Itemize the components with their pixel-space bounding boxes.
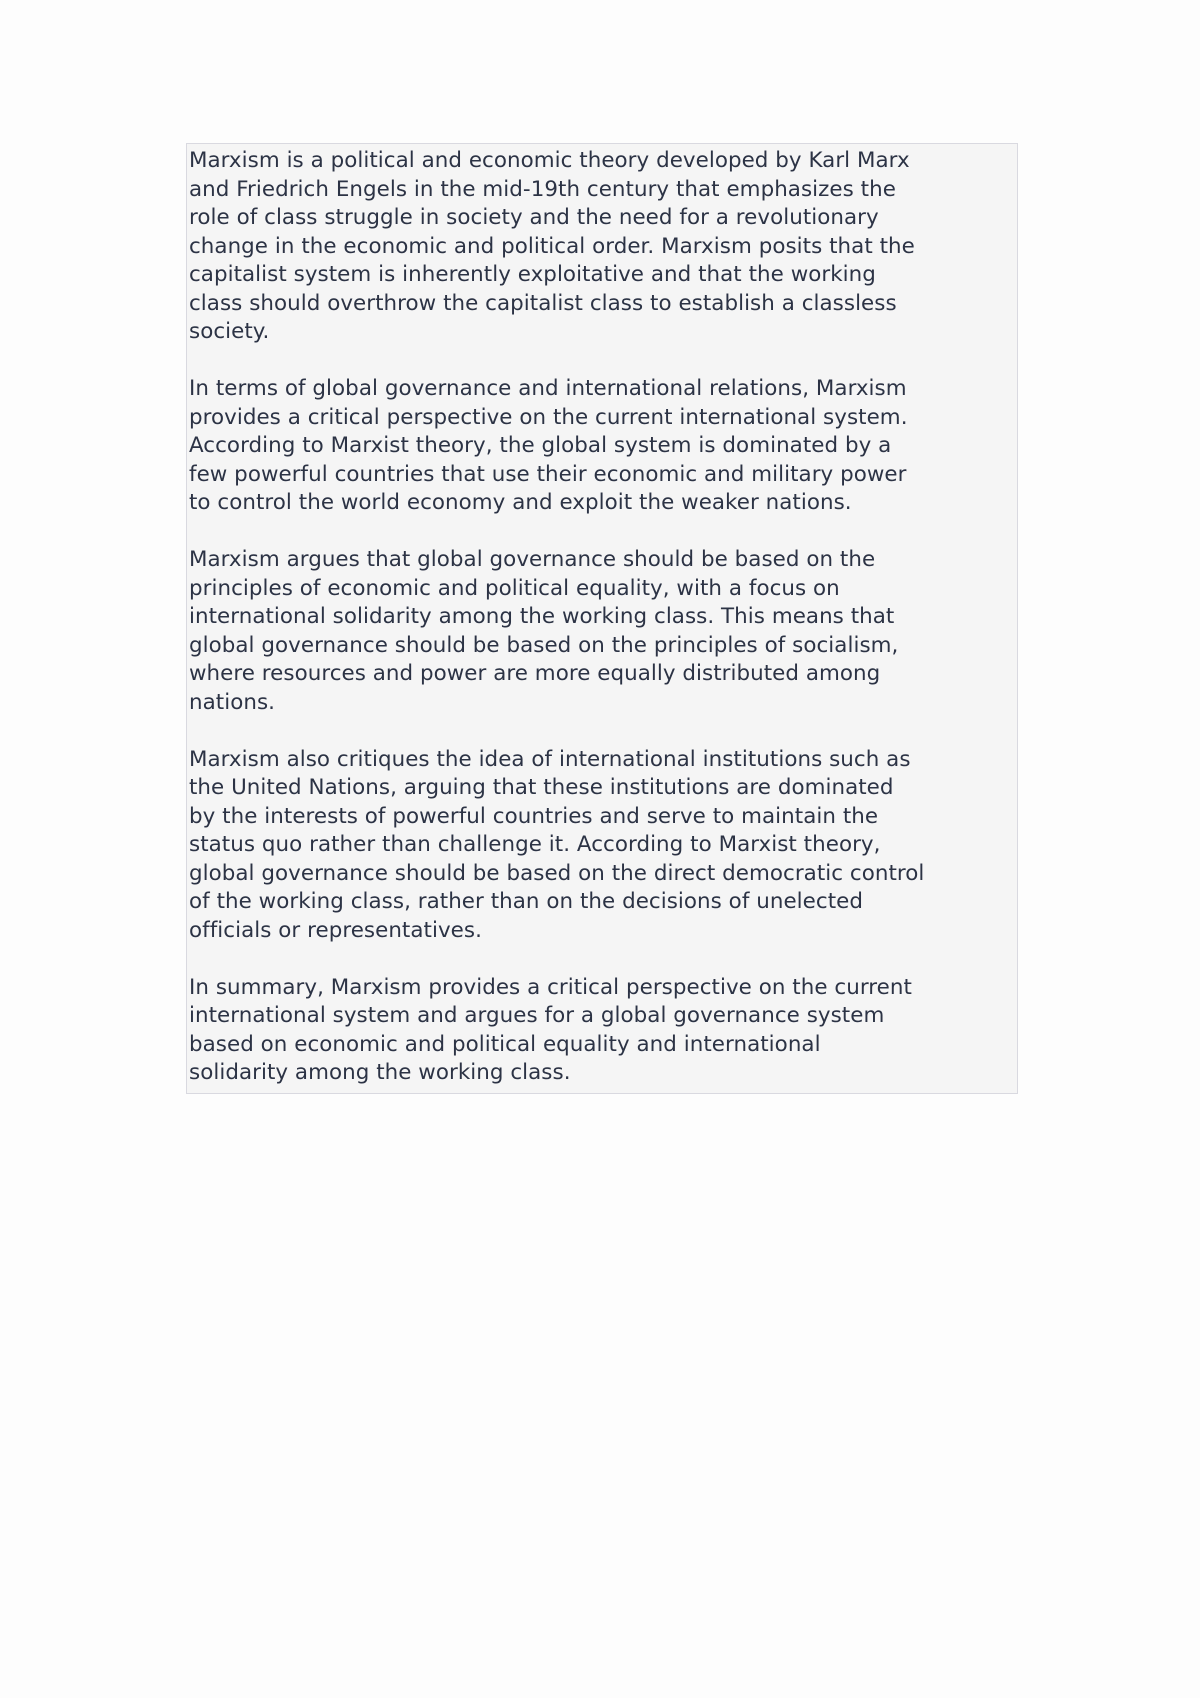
text-line: global governance should be based on the principles of socialism,	[189, 632, 899, 658]
text-line: few powerful countries that use their economic and military power	[189, 461, 907, 487]
paragraph-4	[189, 746, 1017, 946]
text-line: change in the economic and political order. Marxism posits that the	[189, 233, 915, 259]
text-line: In terms of global governance and international relations, Marxism	[189, 376, 907, 401]
text-line: based on economic and political equality and international	[189, 1031, 821, 1057]
text-line: status quo rather than challenge it. According to Marxist theory,	[189, 832, 881, 857]
paragraph-3	[189, 546, 1017, 717]
text-line: Marxism is a political and economic theory developed by Karl Marx	[189, 148, 910, 173]
text-line: global governance should be based on the direct democratic control	[189, 860, 925, 886]
text-line: principles of economic and political equality, with a focus on	[189, 575, 840, 601]
text-block	[186, 143, 1018, 1094]
text-line: where resources and power are more equally distributed among	[189, 661, 881, 686]
text-line: nations.	[189, 689, 275, 715]
text-line: international system and argues for a global governance system	[189, 1003, 885, 1028]
text-line: society.	[189, 319, 270, 344]
text-line: to control the world economy and exploit the weaker nations.	[189, 490, 852, 515]
text-line: Marxism also critiques the idea of international institutions such as	[189, 746, 911, 772]
text-line: class should overthrow the capitalist class to establish a classless	[189, 290, 897, 316]
text-line: role of class struggle in society and the need for a revolutionary	[189, 205, 879, 230]
paragraph-5	[189, 974, 1017, 1088]
text-line: by the interests of powerful countries and serve to maintain the	[189, 803, 879, 829]
text-line: international solidarity among the working class. This means that	[189, 604, 895, 629]
text-line: solidarity among the working class.	[189, 1060, 571, 1085]
text-line: capitalist system is inherently exploitative and that the working	[189, 262, 876, 287]
text-line: the United Nations, arguing that these institutions are dominated	[189, 775, 894, 800]
text-line: Marxism argues that global governance should be based on the	[189, 547, 876, 572]
paragraph-1	[189, 147, 1017, 347]
text-line: officials or representatives.	[189, 917, 482, 943]
text-line: In summary, Marxism provides a critical perspective on the current	[189, 974, 912, 1000]
text-line: and Friedrich Engels in the mid-19th century that emphasizes the	[189, 176, 896, 202]
text-line: According to Marxist theory, the global system is dominated by a	[189, 433, 892, 458]
paragraph-2	[189, 375, 1017, 518]
text-line: of the working class, rather than on the decisions of unelected	[189, 889, 863, 914]
text-line: provides a critical perspective on the current international system.	[189, 404, 908, 430]
